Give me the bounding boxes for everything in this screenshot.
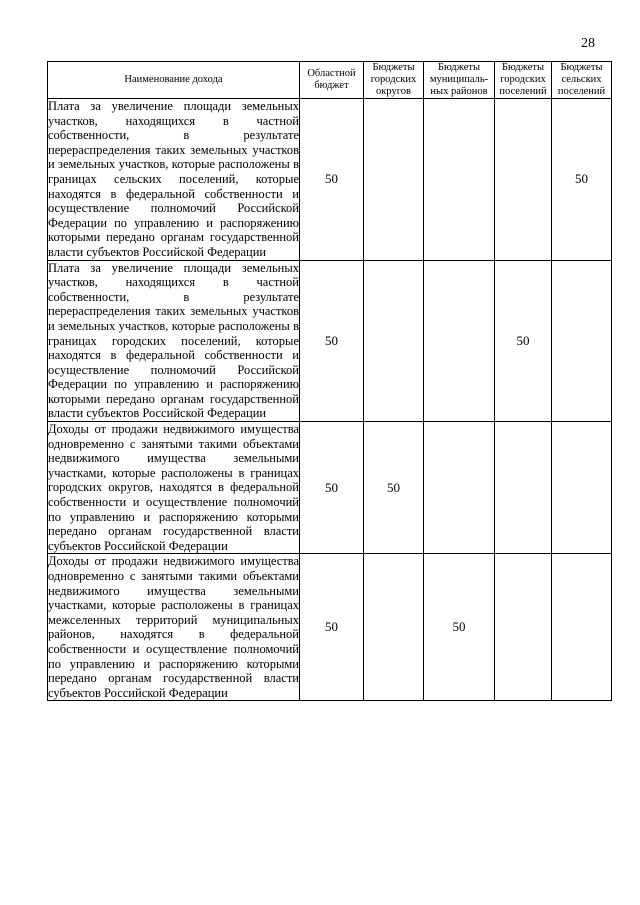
city-district-cell [364, 99, 424, 261]
revenue-name-cell: Доходы от продажи недвижимого имущества одновременно с занятыми такими объектами недвижимого имущества земельными участками, которые расположены в границах межселенных территорий муниципальных районов, находятся в федеральной собственности и осуществление полномочий по управлению и распоряжению которыми передано органам государственной власти субъектов Российской Федерации [48, 554, 299, 700]
table-row [48, 99, 612, 261]
municipal-district-cell: 50 [424, 554, 495, 701]
table-row [48, 260, 612, 422]
regional-budget-cell: 50 [300, 99, 364, 261]
urban-settlement-cell: 50 [495, 260, 552, 422]
revenue-name-cell: Доходы от продажи недвижимого имущества одновременно с занятыми такими объектами недвижимого имущества земельными участками, которые расположены в границах городских округов, находятся в федеральной собственности и осуществление полномочий по управлению и распоряжению которыми передано органам государственной власти субъектов Российской Федерации [48, 422, 299, 553]
rural-settlement-cell: 50 [552, 99, 612, 261]
header-urban-settlement-budgets: Бюджеты городских поселений [495, 62, 552, 99]
table-header-row [48, 62, 612, 99]
city-district-cell: 50 [364, 422, 424, 554]
municipal-district-cell [424, 422, 495, 554]
urban-settlement-cell [495, 554, 552, 701]
table-row [48, 422, 612, 554]
header-rural-settlement-budgets: Бюджеты сельских поселений [552, 62, 612, 99]
regional-budget-cell: 50 [300, 260, 364, 422]
municipal-district-cell [424, 99, 495, 261]
urban-settlement-cell [495, 422, 552, 554]
rural-settlement-cell [552, 554, 612, 701]
municipal-district-cell [424, 260, 495, 422]
regional-budget-cell: 50 [300, 422, 364, 554]
header-city-district-budgets: Бюджеты городских округов [364, 62, 424, 99]
header-regional-budget: Областной бюджет [300, 62, 364, 99]
revenue-distribution-table [47, 61, 612, 701]
page-number: 28 [581, 36, 595, 51]
city-district-cell [364, 554, 424, 701]
rural-settlement-cell [552, 422, 612, 554]
revenue-name-cell: Плата за увеличение площади земельных участков, находящихся в частной собственности, в результате перераспределения таких земельных участков и земельных участков, которые расположены в границах городских поселений, которые находятся в федеральной собственности и осуществление полномочий Российской Федерации по управлению и распоряжению которыми передано органам государственной власти субъектов Российской Федерации [48, 260, 299, 421]
header-municipal-district-budgets: Бюджеты муниципаль-ных районов [424, 62, 495, 99]
revenue-name-cell: Плата за увеличение площади земельных участков, находящихся в частной собственности, в результате перераспределения таких земельных участков и земельных участков, которые расположены в границах сельских поселений, которые находятся в федеральной собственности и осуществление полномочий Российской Федерации по управлению и распоряжению которыми передано органам государственной власти субъектов Российской Федерации [48, 99, 299, 259]
urban-settlement-cell [495, 99, 552, 261]
city-district-cell [364, 260, 424, 422]
table-row [48, 554, 612, 701]
regional-budget-cell: 50 [300, 554, 364, 701]
rural-settlement-cell [552, 260, 612, 422]
header-revenue-name: Наименование дохода [48, 62, 300, 99]
